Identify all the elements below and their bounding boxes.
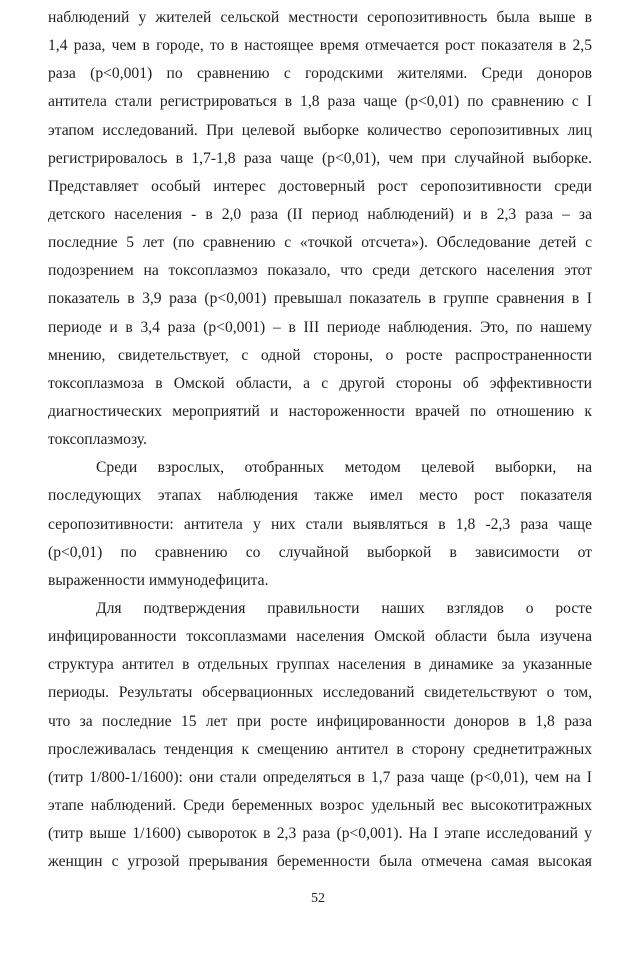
- text-line: этапе наблюдений. Среди беременных возрос удельный вес высокотитражных: [48, 796, 592, 814]
- text-line: Для подтверждения правильности наших взглядов о росте: [96, 599, 592, 617]
- text-line: периоды. Результаты обсервационных исследований свидетельствуют о том,: [48, 684, 592, 702]
- text-line: (титр выше 1/1600) сывороток в 2,3 раза (p<0,001). На I этапе исследований у: [48, 825, 592, 843]
- text-line: что за последние 15 лет при росте инфицированности доноров в 1,8 раза: [48, 712, 592, 730]
- text-line: показатель в 3,9 раза (p<0,001) превышал показатель в группе сравнения в I: [48, 290, 592, 308]
- text-line: женщин с угрозой прерывания беременности была отмечена самая высокая: [48, 853, 592, 871]
- text-line: структура антител в отдельных группах населения в динамике за указанные: [48, 656, 592, 674]
- text-line: антитела стали регистрироваться в 1,8 раза чаще (p<0,01) по сравнению с I: [48, 93, 592, 111]
- text-line: последующих этапах наблюдения также имел место рост показателя: [48, 487, 592, 505]
- text-line: токсоплазмозу.: [48, 431, 147, 449]
- text-line: мнению, свидетельствует, с одной стороны, о росте распространенности: [48, 346, 592, 364]
- text-line: периоде и в 3,4 раза (p<0,001) – в III периоде наблюдения. Это, по нашему: [48, 318, 592, 336]
- text-line: 1,4 раза, чем в городе, то в настоящее время отмечается рост показателя в 2,5: [48, 37, 592, 55]
- text-line: Среди взрослых, отобранных методом целевой выборки, на: [96, 459, 592, 477]
- text-line: наблюдений у жителей сельской местности серопозитивность была выше в: [48, 9, 592, 26]
- text-line: инфицированности токсоплазмами населения Омской области была изучена: [48, 628, 592, 646]
- text-line: выраженности иммунодефицита.: [48, 571, 269, 589]
- text-line: диагностических мероприятий и настороженности врачей по отношению к: [48, 402, 592, 420]
- text-line: (p<0,01) по сравнению со случайной выборкой в зависимости от: [48, 543, 592, 561]
- page-number: 52: [311, 891, 325, 906]
- text-line: последние 5 лет (по сравнению с «точкой отсчета»). Обследование детей с: [48, 234, 592, 252]
- paragraph-3: [48, 595, 592, 876]
- paragraph-2: [48, 454, 592, 595]
- text-line: токсоплазмоза в Омской области, а с другой стороны об эффективности: [48, 374, 592, 392]
- text-line: серопозитивности: антитела у них стали выявляться в 1,8 -2,3 раза чаще: [48, 515, 592, 533]
- text-line: детского населения - в 2,0 раза (II период наблюдений) и в 2,3 раза – за: [48, 205, 592, 223]
- text-line: Представляет особый интерес достоверный рост серопозитивности среди: [48, 177, 592, 195]
- paragraph-1: [48, 4, 592, 454]
- text-line: прослеживалась тенденция к смещению антител в сторону среднетитражных: [48, 740, 592, 758]
- text-line: раза (p<0,001) по сравнению с городскими жителями. Среди доноров: [48, 65, 592, 83]
- body-text: [48, 4, 592, 876]
- text-line: этапом исследований. При целевой выборке количество серопозитивных лиц: [48, 121, 592, 139]
- text-line: регистрировалось в 1,7-1,8 раза чаще (p<0,01), чем при случайной выборке.: [48, 149, 592, 167]
- text-line: (титр 1/800-1/1600): они стали определяться в 1,7 раза чаще (p<0,01), чем на I: [48, 768, 592, 786]
- text-line: подозрением на токсоплазмоз показало, что среди детского населения этот: [48, 262, 592, 280]
